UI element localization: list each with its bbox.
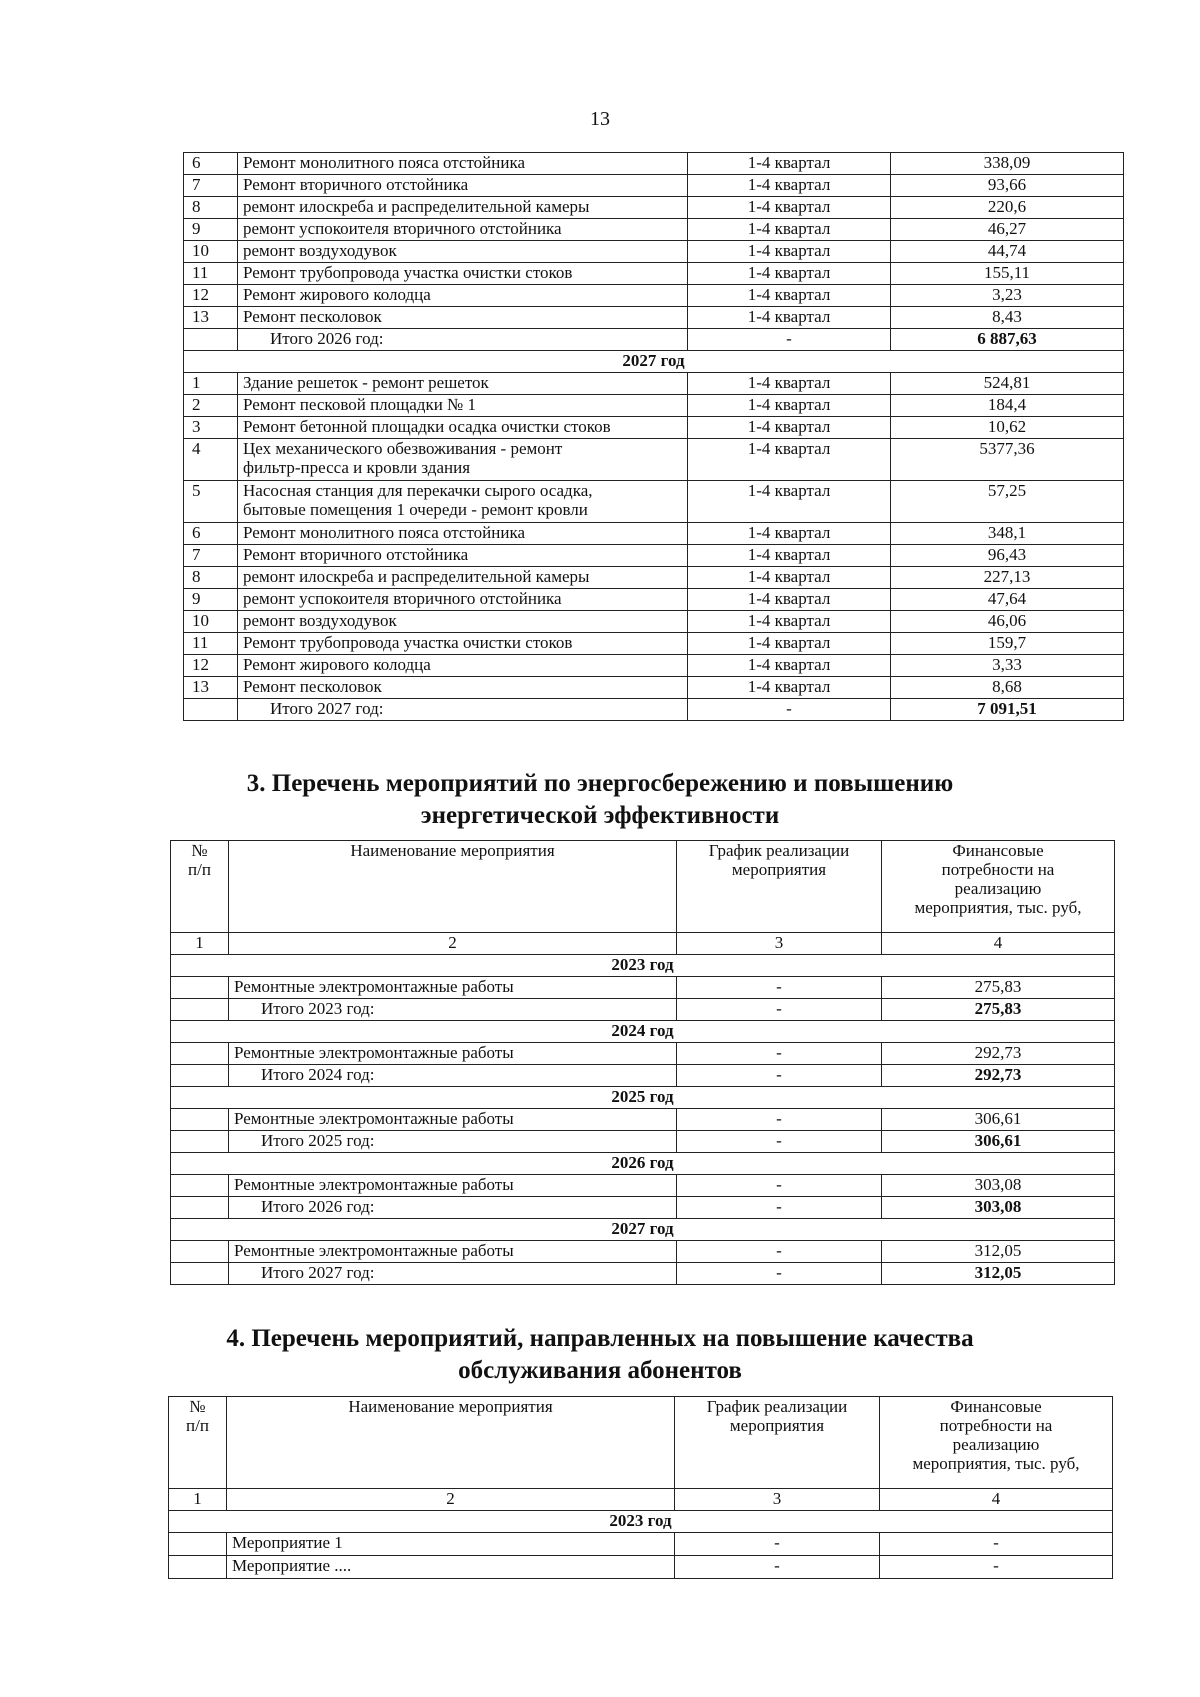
total-row: Итого 2026 год: - 6 887,63: [184, 329, 1124, 351]
page-number: 13: [590, 108, 610, 130]
repairs-table: [183, 152, 1124, 721]
header-schedule: График реализации мероприятия: [677, 841, 882, 933]
table-row: 12 Ремонт жирового колодца 1-4 квартал 3,33: [184, 655, 1124, 677]
table-row: Ремонтные электромонтажные работы - 306,61: [171, 1109, 1115, 1131]
service-quality-table: [168, 1396, 1113, 1579]
header-num: № п/п: [171, 841, 229, 933]
table-row: 10 ремонт воздуходувок 1-4 квартал 44,74: [184, 241, 1124, 263]
year-row: 2023 год: [169, 1511, 1113, 1533]
year-row: 2026 год: [171, 1153, 1115, 1175]
section-3-title: [0, 768, 1200, 832]
table-row: Ремонтные электромонтажные работы - 292,73: [171, 1043, 1115, 1065]
header-cost: Финансовые потребности на реализацию мероприятия, тыс. руб,: [880, 1397, 1113, 1489]
table-row: 7 Ремонт вторичного отстойника 1-4 квартал 96,43: [184, 545, 1124, 567]
table-row: 11 Ремонт трубопровода участка очистки стоков 1-4 квартал 159,7: [184, 633, 1124, 655]
table-row: 4 Цех механического обезвоживания - ремонт фильтр-пресса и кровли здания 1-4 квартал 5377,36: [184, 439, 1124, 481]
section-4-title-line1: 4. Перечень мероприятий, направленных на повышение качества: [226, 1325, 974, 1352]
table-row: 9 ремонт успокоителя вторичного отстойника 1-4 квартал 46,27: [184, 219, 1124, 241]
table-row: 9 ремонт успокоителя вторичного отстойника 1-4 квартал 47,64: [184, 589, 1124, 611]
table-row: Ремонтные электромонтажные работы - 312,05: [171, 1241, 1115, 1263]
table-row: 11 Ремонт трубопровода участка очистки стоков 1-4 квартал 155,11: [184, 263, 1124, 285]
section-4-title-line2: обслуживания абонентов: [458, 1357, 742, 1384]
table-row: Ремонтные электромонтажные работы - 275,83: [171, 977, 1115, 999]
energy-table-body: [171, 841, 1115, 955]
table-row: 13 Ремонт песколовок 1-4 квартал 8,43: [184, 307, 1124, 329]
section-3-title-line2: энергетической эффективности: [420, 802, 780, 829]
table-row: 13 Ремонт песколовок 1-4 квартал 8,68: [184, 677, 1124, 699]
year-row: 2023 год: [171, 955, 1115, 977]
table-row: 7 Ремонт вторичного отстойника 1-4 квартал 93,66: [184, 175, 1124, 197]
section-4-title: [0, 1323, 1200, 1387]
total-row: Итого 2024 год: - 292,73: [171, 1065, 1115, 1087]
header-num: № п/п: [169, 1397, 227, 1489]
header-schedule: График реализации мероприятия: [675, 1397, 880, 1489]
year-row: 2027 год: [171, 1219, 1115, 1241]
table-row: Мероприятие 1 - -: [169, 1533, 1113, 1556]
total-row: Итого 2027 год: - 312,05: [171, 1263, 1115, 1285]
year-row: 2025 год: [171, 1087, 1115, 1109]
column-number-row: 1 2 3 4: [171, 933, 1115, 955]
table-header-row: [171, 841, 1115, 933]
table-row: Мероприятие .... - -: [169, 1556, 1113, 1579]
total-row: Итого 2023 год: - 275,83: [171, 999, 1115, 1021]
table-row: 6 Ремонт монолитного пояса отстойника 1-4 квартал 348,1: [184, 523, 1124, 545]
header-name: Наименование мероприятия: [229, 841, 677, 933]
total-row: Итого 2027 год: - 7 091,51: [184, 699, 1124, 721]
table-row: 6 Ремонт монолитного пояса отстойника 1-4 квартал 338,09: [184, 153, 1124, 175]
table-row: 1 Здание решеток - ремонт решеток 1-4 квартал 524,81: [184, 373, 1124, 395]
energy-table: [170, 840, 1115, 1285]
energy-table-years: [171, 955, 1115, 1285]
table-row: 10 ремонт воздуходувок 1-4 квартал 46,06: [184, 611, 1124, 633]
header-cost: Финансовые потребности на реализацию мероприятия, тыс. руб,: [882, 841, 1115, 933]
table-header-row: [169, 1397, 1113, 1489]
column-number-row: 1 2 3 4: [169, 1489, 1113, 1511]
table-row: Ремонтные электромонтажные работы - 303,08: [171, 1175, 1115, 1197]
total-row: Итого 2026 год: - 303,08: [171, 1197, 1115, 1219]
year-row: 2024 год: [171, 1021, 1115, 1043]
table-row: 2 Ремонт песковой площадки № 1 1-4 квартал 184,4: [184, 395, 1124, 417]
table-row: 8 ремонт илоскреба и распределительной камеры 1-4 квартал 220,6: [184, 197, 1124, 219]
service-quality-table-body: [169, 1397, 1113, 1579]
repairs-table-body: [184, 153, 1124, 721]
section-3-title-line1: 3. Перечень мероприятий по энергосбережению и повышению: [246, 770, 954, 797]
table-row: 5 Насосная станция для перекачки сырого осадка, бытовые помещения 1 очереди - ремонт кровли 1-4 квартал 57,25: [184, 481, 1124, 523]
table-row: 8 ремонт илоскреба и распределительной камеры 1-4 квартал 227,13: [184, 567, 1124, 589]
year-row: 2027 год: [184, 351, 1124, 373]
table-row: 12 Ремонт жирового колодца 1-4 квартал 3,23: [184, 285, 1124, 307]
header-name: Наименование мероприятия: [227, 1397, 675, 1489]
total-row: Итого 2025 год: - 306,61: [171, 1131, 1115, 1153]
table-row: 3 Ремонт бетонной площадки осадка очистки стоков 1-4 квартал 10,62: [184, 417, 1124, 439]
